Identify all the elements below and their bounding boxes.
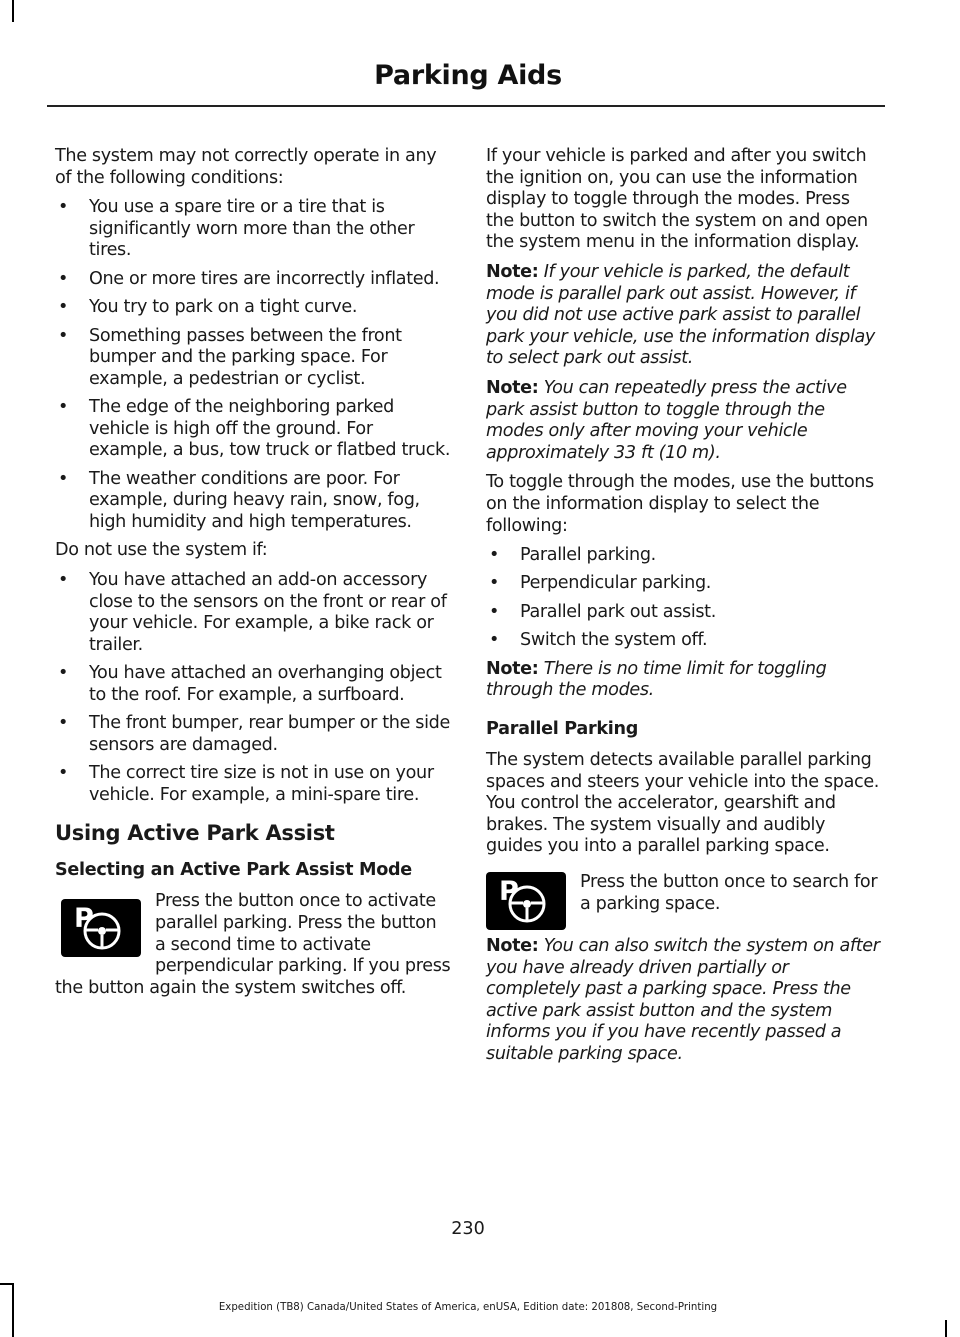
- svg-text:P: P: [74, 903, 94, 935]
- section-heading: Using Active Park Assist: [55, 821, 335, 846]
- right-column: [486, 146, 882, 1074]
- do-not-use-list: [55, 570, 451, 806]
- list-item: • The weather conditions are poor. For example, during heavy rain, snow, fog, high humidity and high temperatures.: [55, 469, 451, 534]
- list-item: • Perpendicular parking.: [486, 573, 882, 595]
- crop-mark-bottom-left-h: [0, 1283, 14, 1285]
- note-label: Note:: [486, 936, 539, 957]
- list-item: • You have attached an add-on accessory close to the sensors on the front or rear of your vehicle. For example, a bike rack or trailer.: [55, 570, 451, 656]
- list-item: • The correct tire size is not in use on your vehicle. For example, a mini-spare tire.: [55, 763, 451, 806]
- header-divider: [47, 105, 885, 107]
- conditions-intro: The system may not correctly operate in any of the following conditions:: [55, 146, 437, 188]
- crop-mark-top-left: [12, 0, 14, 22]
- svg-text:P: P: [499, 876, 519, 908]
- do-not-use-intro: Do not use the system if:: [55, 540, 268, 561]
- note-3: [486, 659, 882, 702]
- list-item: • You have attached an overhanging object to the roof. For example, a surfboard.: [55, 663, 451, 706]
- note-text: You can repeatedly press the active park assist button to toggle through the modes only after moving your vehicle approximately 33 ft (10 m).: [486, 377, 847, 463]
- list-item: • Switch the system off.: [486, 630, 882, 652]
- search-text: Press the button once to search for a parking space.: [580, 872, 878, 914]
- page-title: Parking Aids: [374, 60, 562, 91]
- list-item: • The edge of the neighboring parked vehicle is high off the ground. For example, a bus, tow truck or flatbed truck.: [55, 397, 451, 462]
- list-item: • You try to park on a tight curve.: [55, 297, 451, 319]
- active-park-assist-icon: [486, 872, 566, 930]
- parked-paragraph: If your vehicle is parked and after you switch the ignition on, you can use the information display to toggle through the modes. Press the button to switch the system on and open the system menu in the information display.: [486, 146, 868, 253]
- note-text: If your vehicle is parked, the default mode is parallel park out assist. However, if you did not use active park assist to parallel park your vehicle, use the information display to select park out assist.: [486, 261, 875, 369]
- note-4: [486, 936, 882, 1066]
- list-item: • You use a spare tire or a tire that is significantly worn more than the other tires.: [55, 197, 451, 262]
- mode-text: Press the button once to activate parallel parking. Press the button a second time to activate perpendicular parking. If you press the button again the system switches off.: [55, 891, 451, 998]
- note-label: Note:: [486, 658, 539, 679]
- search-paragraph: [486, 866, 882, 930]
- conditions-list: [55, 197, 451, 533]
- left-column: [55, 146, 451, 1007]
- mode-paragraph: [55, 891, 451, 999]
- list-item: • Parallel park out assist.: [486, 602, 882, 624]
- note-label: Note:: [486, 377, 539, 398]
- note-text: There is no time limit for toggling through the modes.: [486, 658, 827, 701]
- subsection-heading: Selecting an Active Park Assist Mode: [55, 860, 412, 881]
- note-1: [486, 262, 882, 370]
- note-label: Note:: [486, 261, 539, 282]
- active-park-assist-icon: [61, 899, 141, 957]
- crop-mark-bottom-right: [945, 1320, 947, 1337]
- toggle-intro: To toggle through the modes, use the buttons on the information display to select the following:: [486, 472, 874, 536]
- note-text: You can also switch the system on after you have already driven partially or completely past a parking space. Press the active park assist button and the system informs you if you have recently passed a suitable parking space.: [486, 936, 880, 1064]
- note-2: [486, 378, 882, 464]
- list-item: • Something passes between the front bumper and the parking space. For example, a pedestrian or cyclist.: [55, 326, 451, 391]
- list-item: • Parallel parking.: [486, 545, 882, 567]
- parallel-parking-text: The system detects available parallel parking spaces and steers your vehicle into the space. You control the accelerator, gearshift and brakes. The system visually and audibly guides you into a parallel parking space.: [486, 750, 880, 857]
- list-item: • One or more tires are incorrectly inflated.: [55, 269, 451, 291]
- modes-list: [486, 545, 882, 652]
- list-item: • The front bumper, rear bumper or the side sensors are damaged.: [55, 713, 451, 756]
- page-number: 230: [451, 1219, 485, 1239]
- parallel-parking-heading: Parallel Parking: [486, 719, 639, 740]
- footer-edition: Expedition (TB8) Canada/United States of America, enUSA, Edition date: 201808, Second-Printing: [218, 1302, 718, 1313]
